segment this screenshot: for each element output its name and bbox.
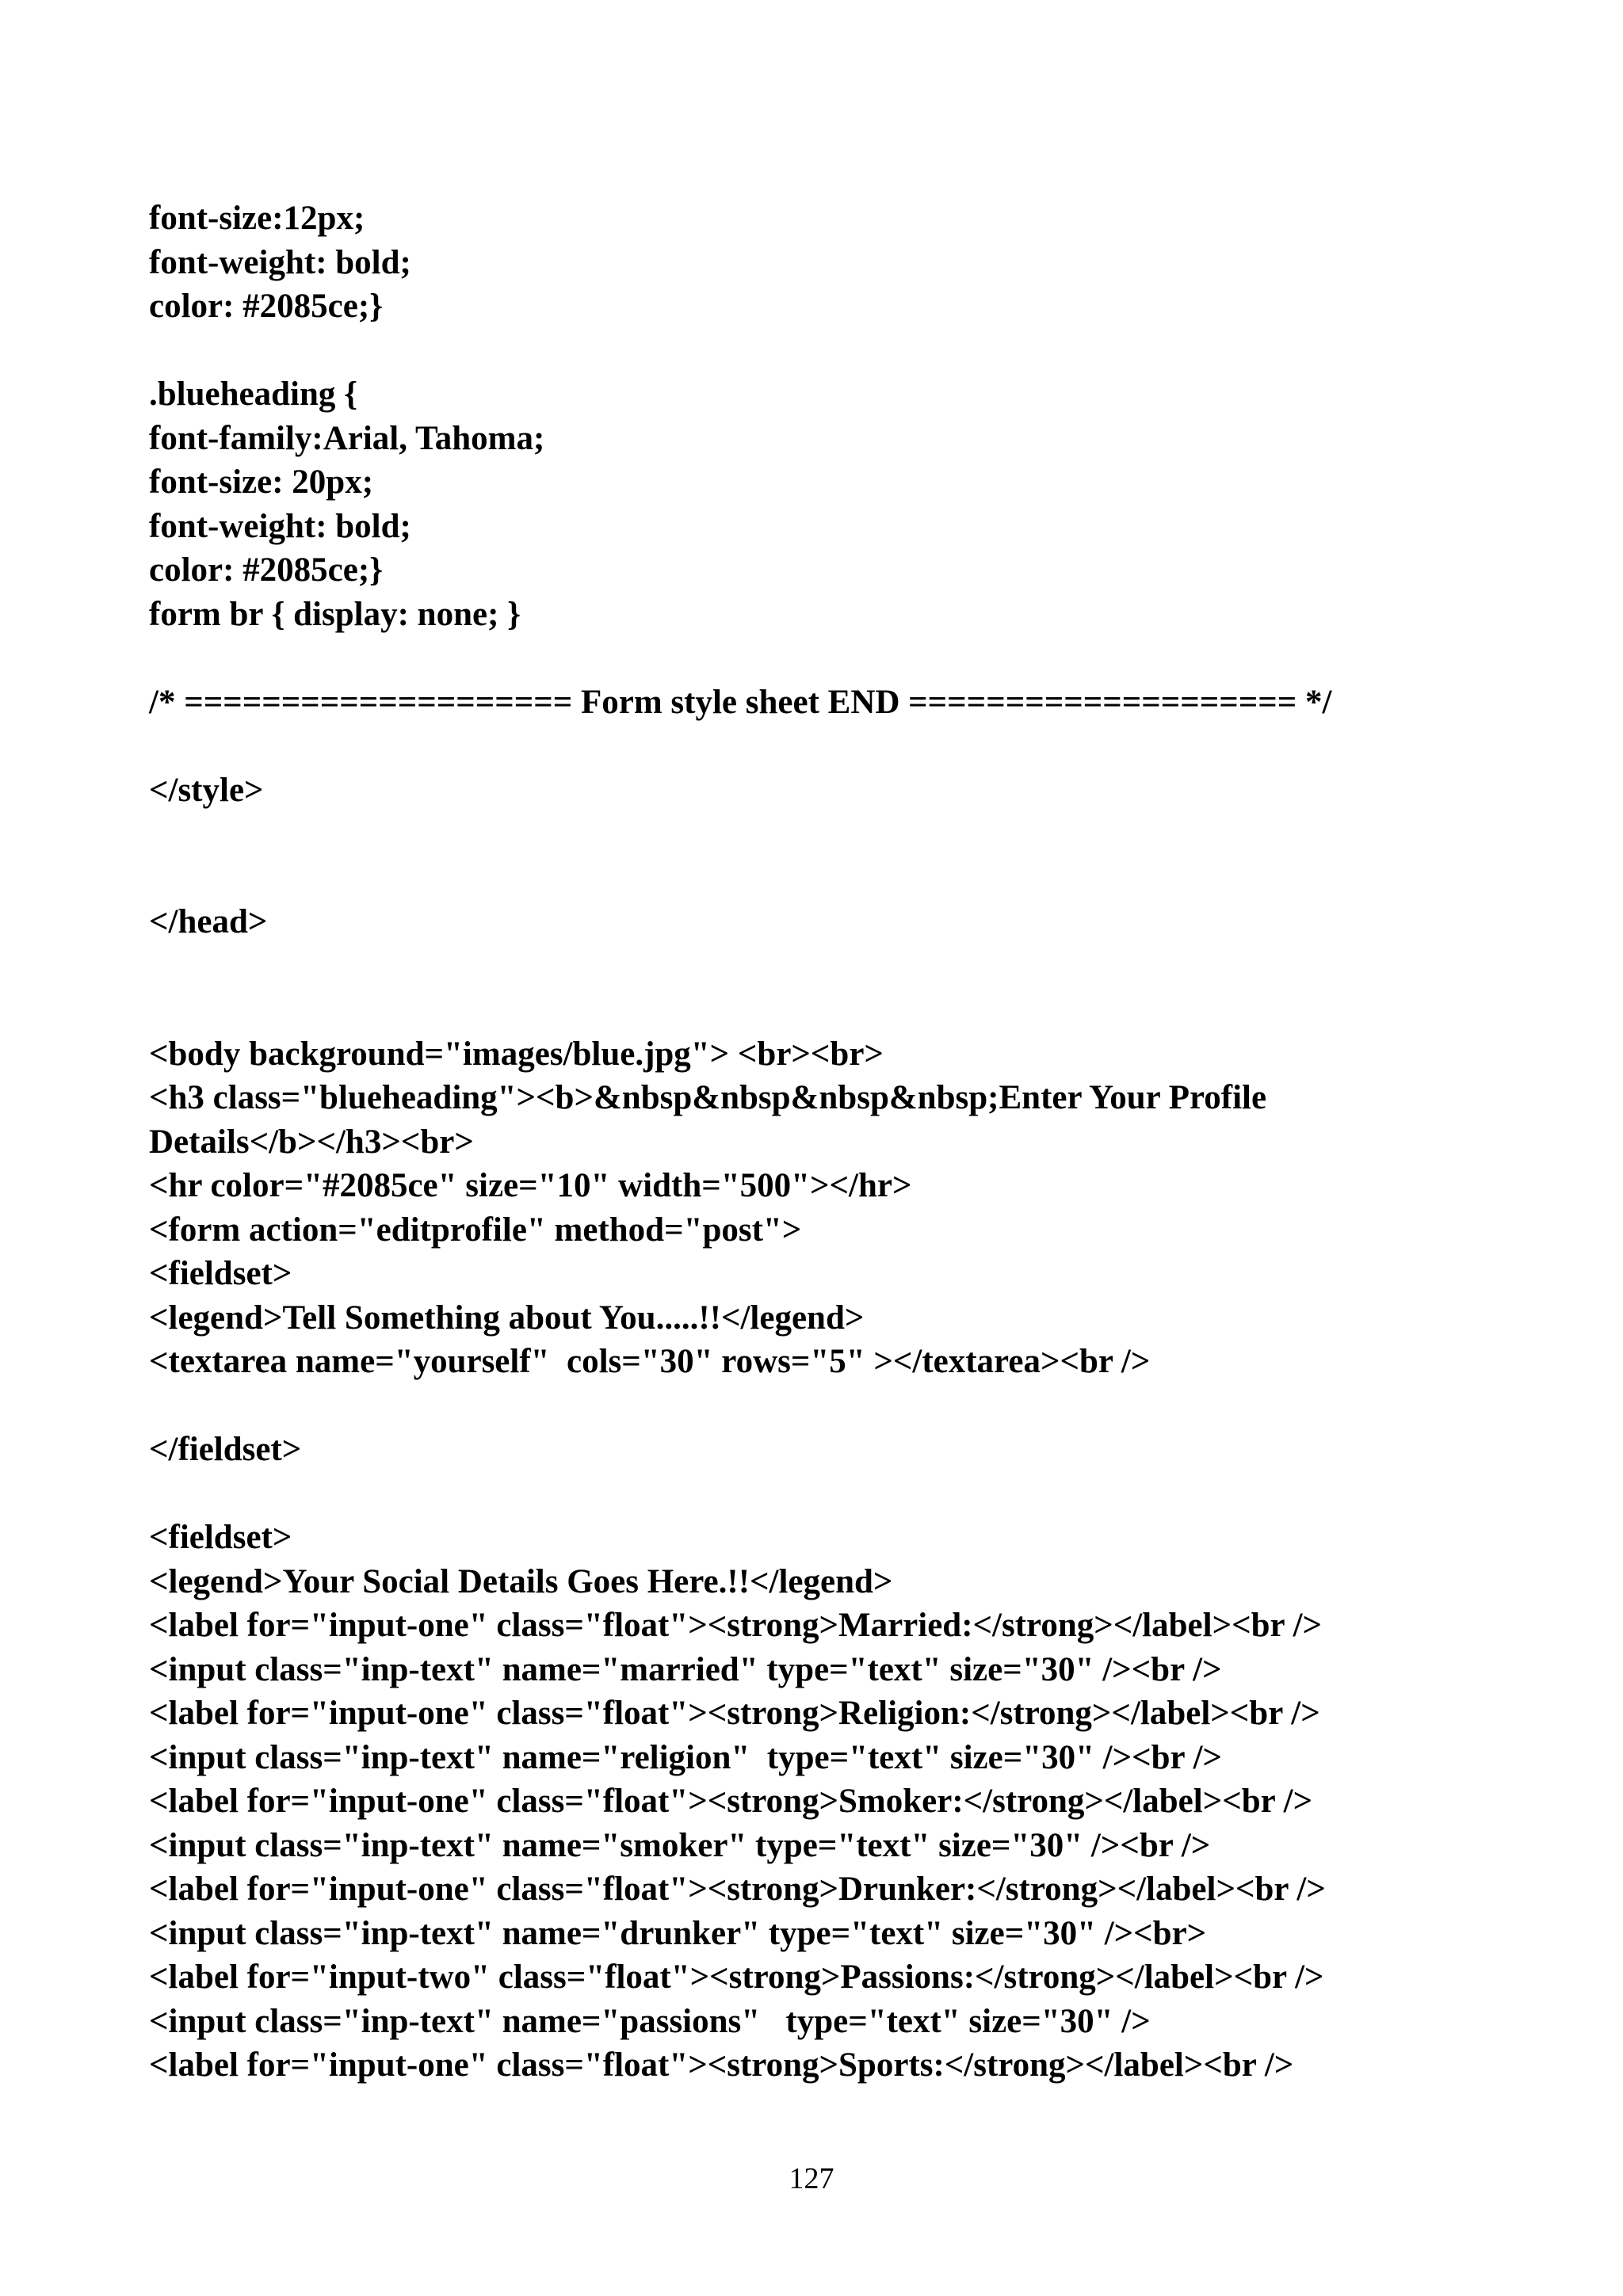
code-line xyxy=(149,944,1512,989)
code-line: Details</b></h3><br> xyxy=(149,1123,474,1161)
code-line: font-weight: bold; xyxy=(149,507,411,545)
code-line xyxy=(149,329,1512,373)
code-line xyxy=(149,988,1512,1032)
code-line: <textarea name="yourself" cols="30" rows="5" ></textarea><br /> xyxy=(149,1343,1151,1380)
code-line: </style> xyxy=(149,771,264,809)
code-line: font-size:12px; xyxy=(149,200,365,237)
code-line: <label for="input-two" class="float"><strong>Passions:</strong></label><br /> xyxy=(149,1958,1324,1996)
code-line: <input class="inp-text" name="religion" type="text" size="30" /><br /> xyxy=(149,1738,1223,1776)
code-line: .blueheading { xyxy=(149,376,358,413)
code-line: </fieldset> xyxy=(149,1431,302,1468)
code-listing xyxy=(149,196,1512,2088)
code-line: <hr color="#2085ce" size="10" width="500"></hr> xyxy=(149,1167,912,1204)
code-line: <label for="input-one" class="float"><strong>Religion:</strong></label><br /> xyxy=(149,1695,1320,1732)
code-line: <fieldset> xyxy=(149,1519,292,1556)
code-line: <input class="inp-text" name="passions" type="text" size="30" /> xyxy=(149,2002,1151,2040)
code-line: color: #2085ce;} xyxy=(149,288,384,325)
code-line: font-size: 20px; xyxy=(149,463,374,501)
code-line: color: #2085ce;} xyxy=(149,551,384,589)
code-line xyxy=(149,1472,1512,1516)
code-line: <label for="input-one" class="float"><strong>Married:</strong></label><br /> xyxy=(149,1607,1323,1644)
code-line: </head> xyxy=(149,903,268,940)
code-line: <legend>Tell Something about You.....!!</legend> xyxy=(149,1299,865,1337)
code-line xyxy=(149,724,1512,769)
code-line xyxy=(149,856,1512,901)
code-line: /* ==================== Form style sheet END ==================== */ xyxy=(149,683,1332,721)
code-line: font-family:Arial, Tahoma; xyxy=(149,419,545,457)
page-number: 127 xyxy=(789,2162,834,2195)
code-line: font-weight: bold; xyxy=(149,243,411,281)
code-line: <input class="inp-text" name="smoker" type="text" size="30" /><br /> xyxy=(149,1826,1211,1864)
code-line: <label for="input-one" class="float"><strong>Sports:</strong></label><br /> xyxy=(149,2046,1294,2084)
code-line: form br { display: none; } xyxy=(149,595,521,633)
code-line: <fieldset> xyxy=(149,1255,292,1292)
code-line: <body background="images/blue.jpg"> <br><br> xyxy=(149,1035,884,1073)
code-line: <legend>Your Social Details Goes Here.!!</legend> xyxy=(149,1562,893,1600)
code-line xyxy=(149,812,1512,856)
code-line xyxy=(149,636,1512,681)
code-line: <form action="editprofile" method="post"> xyxy=(149,1211,802,1249)
code-line: <input class="inp-text" name="married" type="text" size="30" /><br /> xyxy=(149,1650,1222,1688)
code-line: <label for="input-one" class="float"><strong>Smoker:</strong></label><br /> xyxy=(149,1783,1313,1820)
code-line: <label for="input-one" class="float"><strong>Drunker:</strong></label><br /> xyxy=(149,1871,1326,1908)
code-line: <h3 class="blueheading"><b>&nbsp&nbsp&nbsp&nbsp;Enter Your Profile xyxy=(149,1079,1267,1116)
code-line xyxy=(149,1384,1512,1428)
code-line: <input class="inp-text" name="drunker" type="text" size="30" /><br> xyxy=(149,1914,1207,1952)
